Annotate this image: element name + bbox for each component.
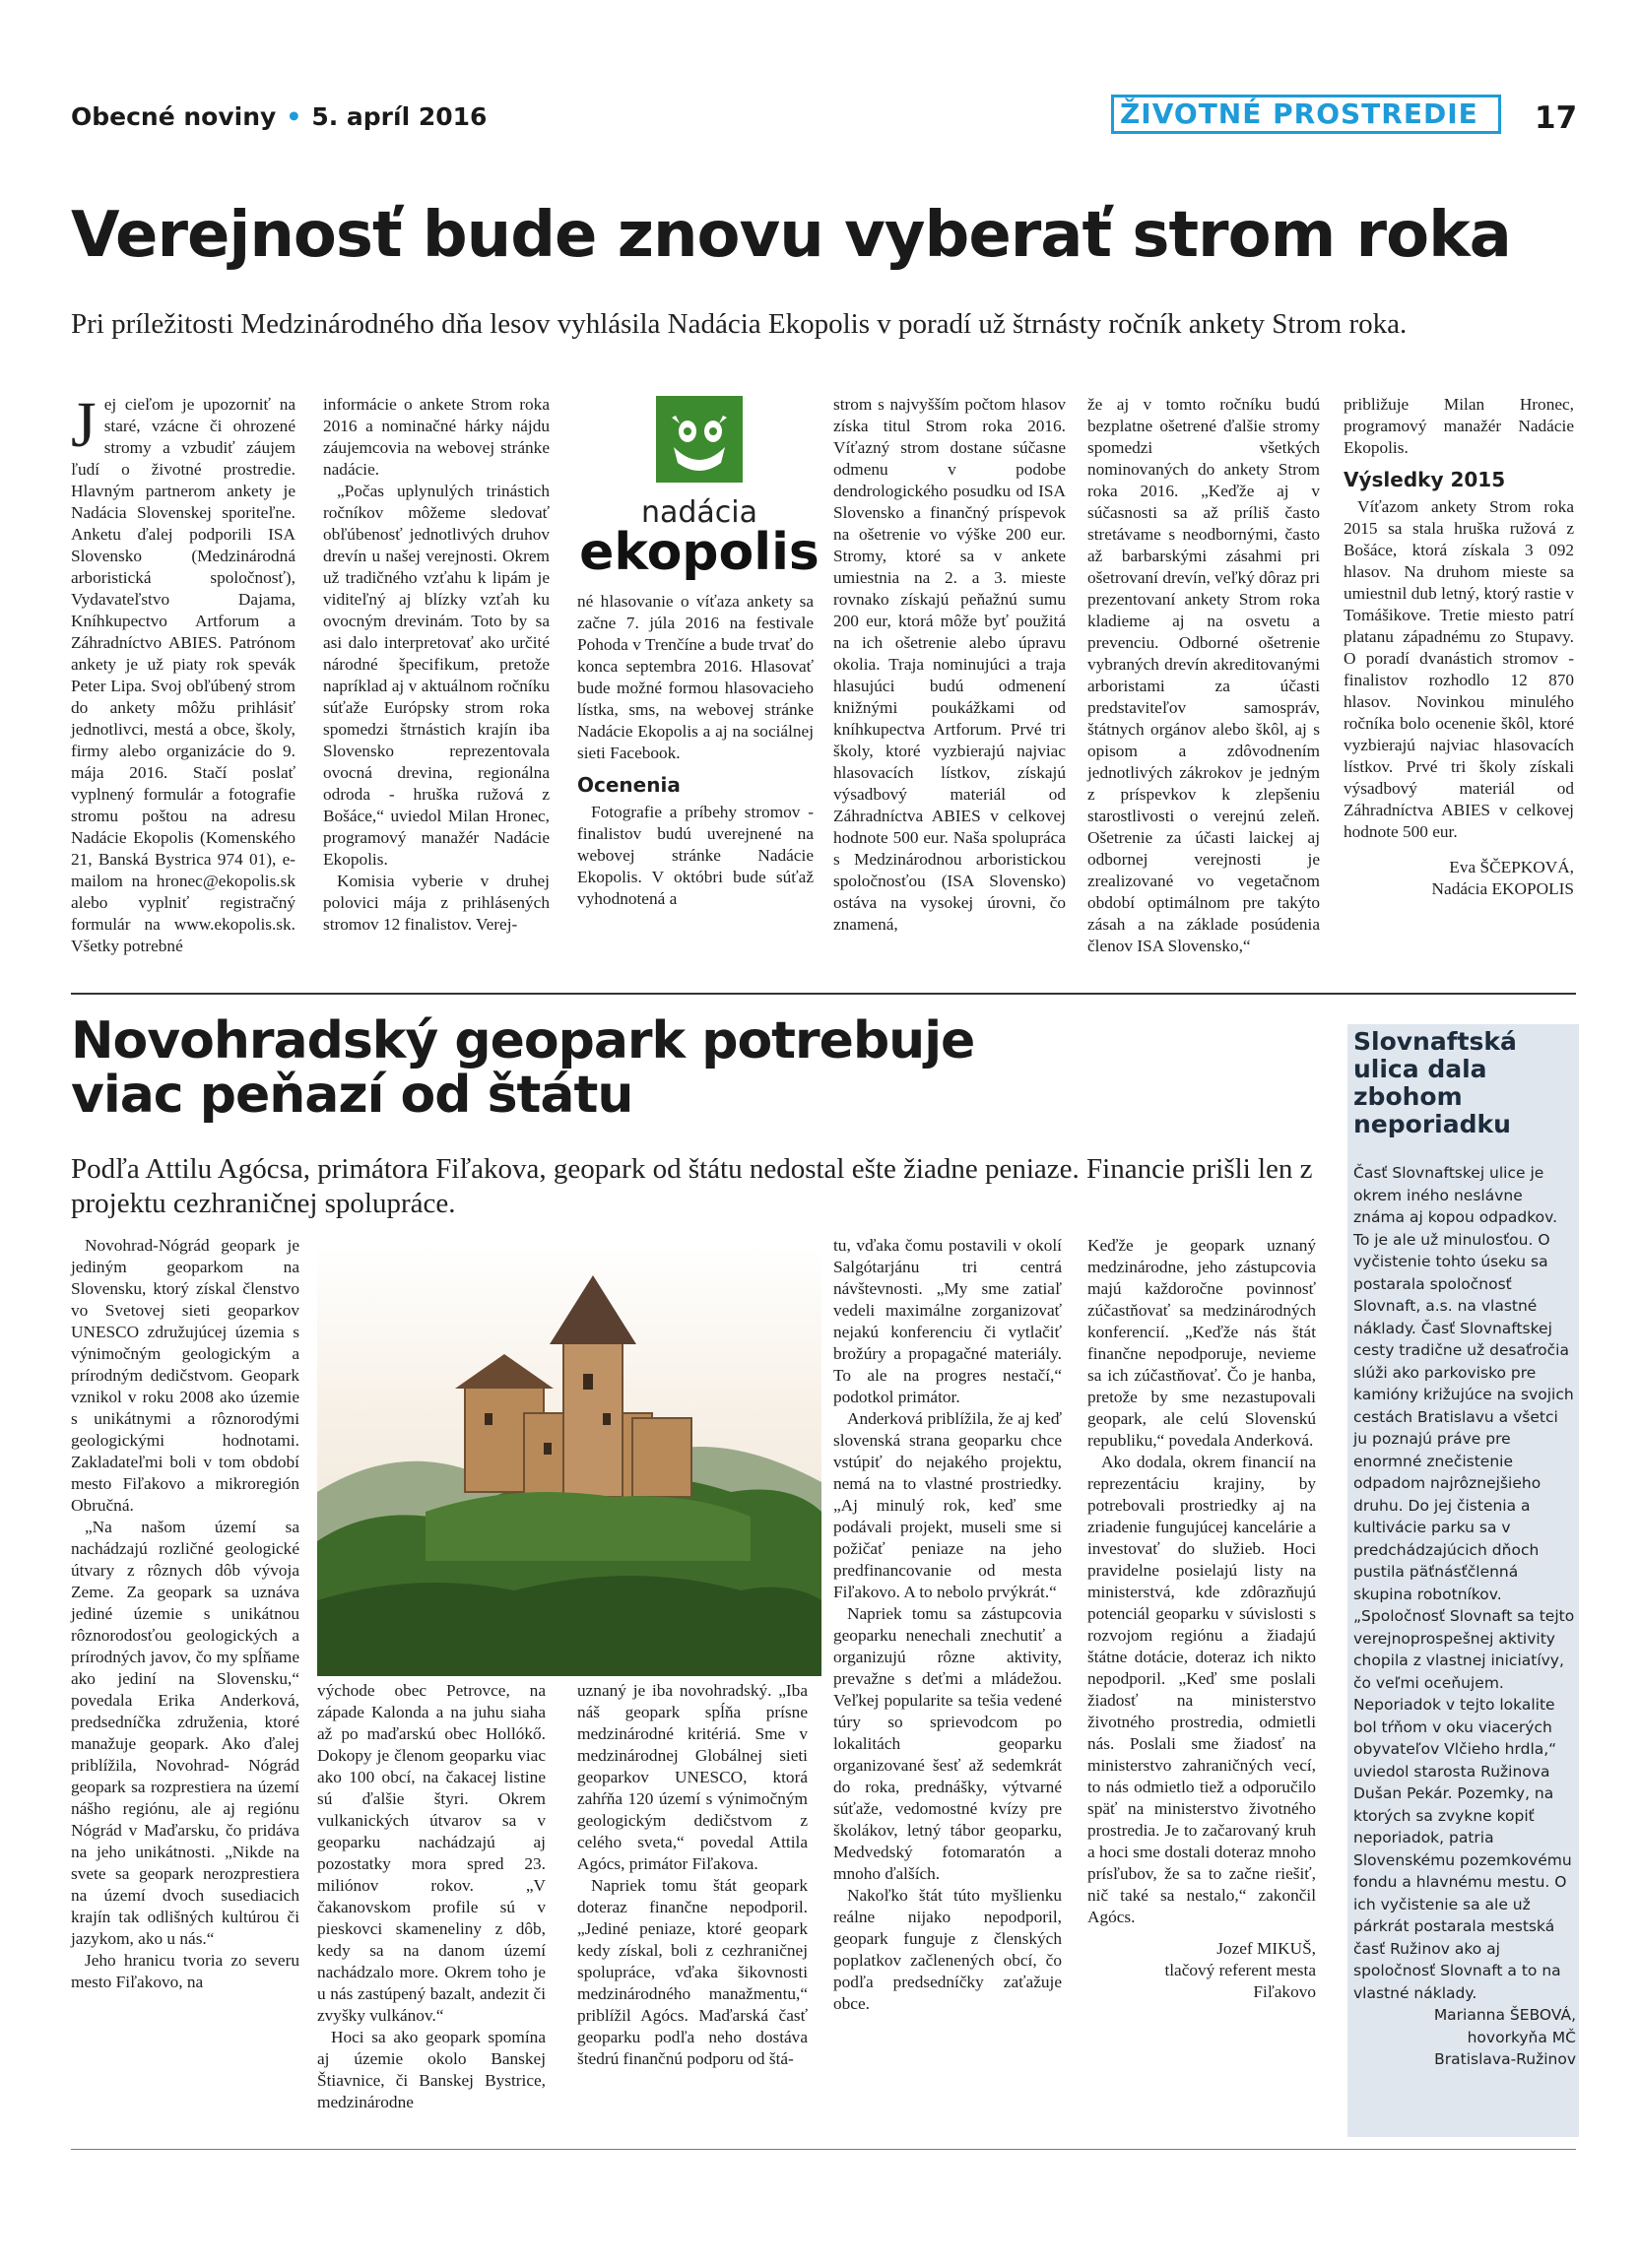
bottom-rule (71, 2149, 1576, 2150)
sidebar-paragraph: Časť Slovnaftskej ulice je okrem iného neslávne známa aj kopou odpadkov. To je ale už minulosťou. O vyčistenie tohto úseku sa postarala spoločnosť Slovnaft, a.s. na vlastné náklady. Časť Slovnaftskej cesty tradične už desaťročia slúži ako parkovisko pre kamióny križujúce na svojich cestách Bratislavu a všetci ju poznajú práve pre enormné znečistenie odpadom najrôznejšieho druhu. Do jej čistenia a kultivácie parku sa v predchádzajúcich dňoch pustila päťnásťčlenná skupina robotníkov. „Spoločnosť Slovnaft sa tejto verejnoprospešnej aktivity chopila z vlastnej iniciatívy, čo veľmi oceňujem. Neporiadok v tejto lokalite bol tŕňom v oku viacerých obyvateľov Vlčieho hrdla,“ uviedol starosta Ružinova Dušan Pekár. Pozemky, na ktorých sa zvykne kopiť neporiadok, patria Slovenskému pozemkovému fondu a hlavnému mestu. O ich vyčistenie sa ale už párkrát postarala mestská časť Ružinov ako aj spoločnosť Slovnaft a to na vlastné náklady. (1353, 1164, 1575, 2002)
author-name: Eva ŠČEPKOVÁ, (1449, 858, 1574, 876)
article2-headline-line1: Novohradský geopark potrebuje (71, 1011, 975, 1070)
page-number: 17 (1535, 100, 1578, 136)
sidebar-author-role: hovorkyňa MČ (1467, 2028, 1576, 2046)
article2-headline-line2: viac peňazí od štátu (71, 1065, 633, 1125)
paragraph: strom s najvyšším počtom hlasov získa titul Strom roka 2016. Víťazný strom dostane súčasne odmenu v podobe dendrologického posudku od ISA Slovensko a finančný príspevok na ošetrenie vo výške 200 eur. Stromy, ktoré sa v ankete umiestnia na 2. a 3. mieste rovnako získajú peňažnú sumu 200 eur, ktorá môže byť použitá na ich ošetrenie alebo úpravu okolia. Traja nominujúci a traja hlasujúci budú odmenení knižnými poukážkami od kníhkupectva Artforum. Prvé tri školy, ktoré vyzbierajú najviac hlasovacích lístkov, získajú výsadbový materiál od Záhradníctva ABIES v celkovej hodnote 500 eur. Naša spolupráca s Medzinárodnou arboristickou spoločnosťou (ISA Slovensko) ostáva na vysokej úrovni, čo znamená, (833, 395, 1066, 934)
subheading-vysledky: Výsledky 2015 (1344, 468, 1506, 491)
sidebar-body (1353, 1162, 1576, 2071)
article1-col3 (577, 591, 814, 910)
paragraph: východe obec Petrovce, na západe Kalonda a na juhu siaha až po maďarskú obec Hollókő. Dokopy je členom geoparku viac ako 100 obcí, na čakacej listine sú ďalšie štyri. Okrem vulkanických útvarov sa v geoparku nachádzajú aj pozostatky mora spred 23. miliónov rokov. „V čakanovskom profile sú v pieskovci skameneliny z dôb, kedy sa na danom území nachádzalo more. Okrem toho je u nás zastúpený bazalt, andezit či zvyšky vulkánov.“ (317, 1681, 546, 2025)
article2-col3 (577, 1680, 808, 2070)
article2-col2 (317, 1680, 546, 2113)
article2-col4 (833, 1235, 1062, 2015)
paragraph: Víťazom ankety Strom roka 2015 sa stala hruška ružová z Bošáce, ktorá získala 3 092 hlasov. Na druhom mieste sa umiestnil dub letný, ktorý rastie v Tomášikove. Tretie miesto patrí platanu západnému zo Stupavy. O poradí dvanástich stromov - finalistov rozhodlo 12 870 hlasov. Novinkou minulého ročníka bolo ocenenie škôl, ktoré vyzbierajú najviac hlasovacích lístkov. Prvé tri školy získali výsadbový materiál od Záhradníctva ABIES v celkovej hodnote 500 eur. (1344, 497, 1574, 841)
ekopolis-logo (577, 394, 820, 581)
article1-col4 (833, 394, 1066, 936)
paragraph: Nakoľko štát túto myšlienku reálne nijako nepodporil, geopark funguje z členských poplatkov začlenených obcí, čo podľa predsedníčky zaťažuje obce. (833, 1886, 1062, 2013)
paragraph: Novohrad-Nógrád geopark je jediným geoparkom na Slovensku, ktorý získal členstvo vo Svetovej sieti geoparkov UNESCO združujúcej územia s výnimočným geologickým a prírodným dedičstvom. Geopark vznikol v roku 2008 ako územie s unikátnymi a rôznorodými geologickými hodnotami. Zakladateľmi boli v tom období mesto Fiľakovo a mikroregión Obručná. (71, 1236, 299, 1515)
article1-lead: Pri príležitosti Medzinárodného dňa lesov vyhlásila Nadácia Ekopolis v poradí už štrnásty ročník ankety Strom roka. (71, 308, 1408, 340)
author-role: tlačový referent mesta (1164, 1961, 1316, 1979)
publication-name: Obecné noviny (71, 102, 277, 131)
sidebar-author-org: Bratislava-Ružinov (1434, 2050, 1576, 2068)
paragraph: Napriek tomu štát geopark doteraz finančne nepodporil. „Jediné peniaze, ktoré geopark kedy získal, boli z cezhraničnej spolupráce, vďaka šikovnosti medzinárodného manažmentu,“ priblížil Agócs. Maďarská časť geoparku podľa neho dostáva štedrú finančnú podporu od štá- (577, 1876, 808, 2068)
article2-lead: Podľa Attilu Agócsa, primátora Fiľakova, geopark od štátu nedostal ešte žiadne peniaze. Financie prišli len z projektu cezhraničnej spolupráce. (71, 1153, 1313, 1219)
issue-date: 5. apríl 2016 (311, 102, 488, 131)
paragraph: tu, vďaka čomu postavili v okolí Salgótarjánu tri centrá návštevnosti. „My sme zatiaľ vedeli maximálne zorganizovať nejakú konferenciu či vytlačiť brožúry a propagačné materiály. To ale na progres nestačí,“ podotkol primátor. (833, 1236, 1062, 1406)
article1-col1 (71, 389, 295, 957)
dropcap: J (71, 389, 97, 461)
logo-text-line2: ekopolis (579, 523, 820, 581)
paragraph: Napriek tomu sa zástupcovia geoparku nenechali znechutiť a organizujú rôzne aktivity, prevažne s deťmi a mládežou. Veľkej popularite sa tešia vedené túry so sprievodcom po lokalitách geoparku organizované šesť až sedemkrát do roka, prednášky, výtvarné súťaže, vedomostné kvízy pre školákov, letný tábor geoparku, Medvedský fotomaratón a mnoho ďalších. (833, 1604, 1062, 1883)
paragraph: Jeho hranicu tvoria zo severu mesto Fiľakovo, na (71, 1951, 299, 1991)
sidebar-headline: Slovnaftská ulica dala zbohom neporiadku (1353, 1027, 1517, 1138)
paragraph: „Na našom území sa nachádzajú rozličné geologické útvary z rôznych dôb vývoja Zeme. Za geopark sa uznáva jediné územie s unikátnou rôznorodosťou geologických a prírodných javov, čo my spĺňame ako jediní na Slovensku,“ povedala Erika Anderková, predsedníčka združenia, ktoré manažuje geopark. Ako ďalej priblížila, Novohrad- Nógrád geopark sa rozprestiera na území nášho regiónu, ale aj regiónu Nógrád v Maďarsku, čo pridáva na jeho unikátnosti. „Nikde na svete sa geopark nerozprestiera na území dvoch susediacich krajín tak odlišných kultúrou či jazykom, ako u nás.“ (71, 1518, 299, 1948)
paragraph: informácie o ankete Strom roka 2016 a nominačné hárky nájdu záujemcovia na webovej stránke nadácie. (323, 395, 550, 479)
paragraph: Anderková priblížila, že aj keď slovenská strana geoparku chce vstúpiť do nejakého projektu, nemá na to vlastné prostriedky. „Aj minulý rok, keď sme podávali projekt, museli sme si požičať peniaze na jeho predfinancovanie od mesta Fiľakovo. A to nebolo prvýkrát.“ (833, 1409, 1062, 1601)
page-header (71, 102, 487, 131)
paragraph: „Počas uplynulých trinástich ročníkov môžeme sledovať obľúbenosť jednotlivých druhov drevín u našej verejnosti. Okrem už tradičného vzťahu k lipám je viditeľný aj blízky vzťah ku ovocným drevinám. Toto by sa asi dalo interpretovať ako určité národné špecifikum, pretože napríklad aj v aktuálnom ročníku súťaže Európsky strom roka spomedzi štrnástich krajín iba Slovensko reprezentovala ovocná drevina, regionálna odroda - hruška ružová z Bošáce,“ uviedol Milan Hronec, programový manažér Nadácie Ekopolis. (323, 482, 550, 869)
article2-headline (71, 1011, 1322, 1125)
paragraph: Ako dodala, okrem financií na reprezentáciu krajiny, by potrebovali prostriedky aj na zriadenie fungujúcej kancelárie a investovať do služieb. Hoci pravidelne posielajú listy na ministerstvá, kde zdôrazňujú potenciál geoparku v súvislosti s rozvojom regiónu a žiadajú štátne dotácie, doteraz ich nikto nepodporil. „Keď sme poslali žiadosť na ministerstvo životného prostredia, odmietli nás. Poslali sme žiadosť na ministerstvo zahraničných vecí, to nás odmietlo tiež a odporučilo späť na ministerstvo životného prostredia. Je to začarovaný kruh a hoci sme dostali doteraz mnoho prísľubov, že sa to začne riešiť, nič také sa nestalo,“ zakončil Agócs. (1087, 1453, 1316, 1926)
sidebar-author-name: Marianna ŠEBOVÁ, (1433, 2006, 1576, 2024)
logo-text-line1: nadácia (640, 495, 758, 530)
paragraph: Hoci sa ako geopark spomína aj územie okolo Banskej Štiavnice, či Banskej Bystrice, medzinárodne (317, 2028, 546, 2111)
separator-dot: • (286, 102, 302, 131)
paragraph: uznaný je iba novohradský. „Iba náš geopark spĺňa prísne medzinárodné kritériá. Sme v medzinárodnej Globálnej sieti geoparkov UNESCO, ktorá zahŕňa 120 území s výnimočným geologickým dedičstvom z celého sveta,“ povedal Attila Agócs, primátor Fiľakova. (577, 1681, 808, 1873)
article1-col5 (1087, 394, 1320, 957)
section-divider (71, 993, 1576, 995)
section-tag: ŽIVOTNÉ PROSTREDIE (1111, 95, 1501, 134)
article1-col2 (323, 394, 550, 936)
article1-col6 (1344, 394, 1574, 900)
paragraph: Komisia vyberie v druhej polovici mája z prihlásených stromov 12 finalistov. Verej- (323, 872, 550, 934)
paragraph: né hlasovanie o víťaza ankety sa začne 7. júla 2016 na festivale Pohoda v Trenčíne a bude trvať do konca septembra 2016. Hlasovať bude možné formou hlasovacieho lístka, sms, na webovej stránke Nadácie Ekopolis a aj na sociálnej sieti Facebook. (577, 592, 814, 762)
author-name: Jozef MIKUŠ, (1216, 1939, 1316, 1958)
article1-col1-text: ej cieľom je upozorniť na staré, vzácne či ohrozené stromy a vzbudiť záujem ľudí o životné prostredie. Hlavným partnerom ankety je Nadácia Slovenskej sporiteľne. Anketu ďalej podporili ISA Slovensko (Medzinárodná arboristická spoločnosť), Vydavateľstvo Dajama, Kníhkupectvo Artforum a Záhradníctvo ABIES. Patrónom ankety je už piaty rok spevák Peter Lipa. Svoj obľúbený strom do ankety môžu prihlásiť jednotlivci, mestá a obce, školy, firmy alebo organizácie do 9. mája 2016. Stačí poslať vyplnený formulár a fotografie stromu poštou na adresu Nadácie Ekopolis (Komenského 21, Banská Bystrica 974 01), e-mailom na hronec@ekopolis.sk alebo vyplniť registračný formulár na www.ekopolis.sk. Všetky potrebné (71, 395, 295, 955)
paragraph: Fotografie a príbehy stromov - finalistov budú uverejnené na webovej stránke Nadácie Ekopolis. V októbri bude súťaž vyhodnotená a (577, 803, 814, 908)
castle-photo (317, 1246, 821, 1676)
subheading-ocenenia: Ocenenia (577, 773, 681, 797)
article2-col5 (1087, 1235, 1316, 2003)
article1-headline: Verejnosť bude znovu vyberať strom roka (71, 199, 1511, 272)
author-org: Fiľakovo (1253, 1982, 1316, 2001)
owl-icon (577, 394, 820, 581)
paragraph: Keďže je geopark uznaný medzinárodne, jeho zástupcovia majú každoročne povinnosť zúčastňovať sa medzinárodných konferencií. „Keďže nás štát finančne nepodporuje, nevieme sa ich zúčastňovať. Čo je hanba, pretože by sme nezastupovali geopark, ale celú Slovenskú republiku,“ povedala Anderková. (1087, 1236, 1316, 1450)
paragraph: že aj v tomto ročníku budú bezplatne ošetrené ďalšie stromy spomedzi všetkých nominovaných do ankety Strom roka 2016. „Keďže aj v súčasnosti sa až príliš často stretávame s neodbornými, často až barbarskými zásahmi pri ošetrovaní drevín, veľký dôraz pri prezentovaní ankety Strom roka kladieme aj na osvetu a prevenciu. Odborné ošetrenie vybraných drevín akreditovanými arboristami za účasti predstaviteľov samospráv, štátnych orgánov alebo škôl, aj s opisom a zdôvodnením jednotlivých zákrokov je jedným z príspevkov k zlepšeniu starostlivosti o verejnú zeleň. Ošetrenie za účasti laickej aj odbornej verejnosti je zrealizované vo vegetačnom období optimálnom pre takýto zásah a na základe posúdenia členov ISA Slovensko,“ (1087, 395, 1320, 955)
author-org: Nadácia EKOPOLIS (1431, 879, 1574, 898)
paragraph: približuje Milan Hronec, programový manažér Nadácie Ekopolis. (1344, 395, 1574, 457)
article2-col1 (71, 1235, 299, 1993)
